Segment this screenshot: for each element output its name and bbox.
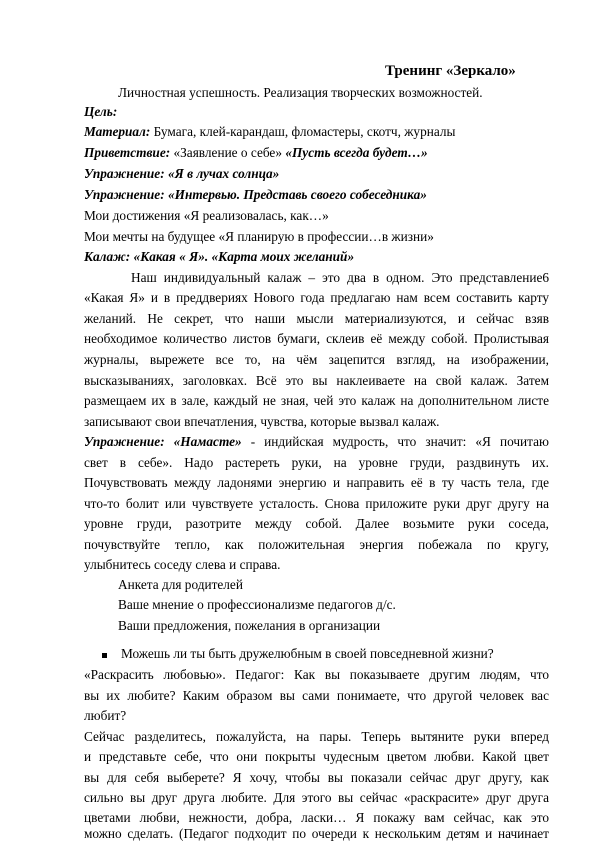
paint-paragraph-line: вы их любите? Каким образом вы сами понимаете, что другой человек вас (84, 688, 549, 703)
namaste-paragraph-line: почувствуйте тепло, как положительная энергия побежала по кругу, (84, 537, 549, 552)
collage-paragraph-line: желаний. Не секрет, что наши мысли материализуются, и сейчас взяв (84, 311, 549, 326)
namaste-line (84, 434, 549, 450)
collage-paragraph-line: высказываниях, заголовках. Всё это вы наклеиваете на свой калаж. Затем (84, 373, 549, 388)
collage-paragraph-line: необходимое количество листов бумаги, склеив её между собой. Пролистывая (84, 331, 549, 346)
namaste-text: - индийская мудрость, что значит: «Я почитаю (241, 434, 549, 449)
subtitle: Личностная успешность. Реализация творческих возможностей. (118, 85, 483, 100)
pairs-paragraph-line: можно сделать. (Педагог подходит по очереди к нескольким детям и начинает (84, 826, 549, 841)
greeting-tail: «Пусть всегда будет…» (285, 145, 428, 160)
namaste-paragraph-line: что-то болит или чувствуете усталость. Снова приложите руки друг другу на (84, 496, 549, 511)
pairs-paragraph-line: и представьте себе, что они покрыты чудесным цветом любви. Какой цвет (84, 749, 549, 764)
namaste-paragraph-line: свет в себе». Надо растереть руки, на уровне груди, раздвинуть их. (84, 455, 549, 470)
collage-paragraph-line: журналы, вырежете все то, на чём зацепится взгляд, на изображении, (84, 352, 549, 367)
bullet-icon (102, 653, 107, 658)
pairs-paragraph-line: сильно вы друг друга любите. Для этого вы сейчас «раскрасите» друг друга (84, 790, 549, 805)
dreams-line: Мои мечты на будущее «Я планирую в профессии…в жизни» (84, 229, 434, 244)
namaste-label: Упражнение: «Намасте» (84, 434, 242, 449)
survey-title: Анкета для родителей (118, 577, 243, 592)
bullet-question: Можешь ли ты быть дружелюбным в своей повседневной жизни? (121, 646, 494, 661)
collage-paragraph-line: Наш индивидуальный калаж – это два в одном. Это представление6 (131, 270, 549, 285)
greeting-line (84, 145, 428, 161)
collage-paragraph-line: «Какая Я» и в преддвериях Нового года предлагаю нам всем составить карту (84, 290, 549, 305)
namaste-paragraph-line: Почувствовать между ладонями энергию и направить её в ту часть тела, где (84, 475, 549, 490)
collage-paragraph-line: размещаем их в зале, каждый не зная, чей это калаж на дополнительном листе (84, 393, 549, 408)
namaste-paragraph-line: уровне груди, разотрите между собой. Далее возьмите руки соседа, (84, 516, 549, 531)
greeting-text: «Заявление о себе» (170, 145, 286, 160)
exercise-interview-label: Упражнение: «Интервью. Представь своего собеседника» (84, 187, 427, 202)
collage-paragraph-line: записывают свои впечатления, чувства, которые вызвал калаж. (84, 414, 440, 429)
paint-paragraph-line: «Раскрасить любовью». Педагог: Как вы показываете другим людям, что (84, 667, 549, 682)
exercise-sun-label: Упражнение: «Я в лучах солнца» (84, 166, 280, 181)
pairs-paragraph-line: Сейчас разделитесь, пожалуйста, на пары. Теперь вытяните руки вперед (84, 729, 549, 744)
pairs-paragraph-line: цветами любви, нежности, добра, ласки… Я покажу вам сейчас, как это (84, 810, 549, 825)
goal-label: Цель: (84, 104, 118, 119)
paint-paragraph-line: любит? (84, 708, 127, 723)
greeting-label: Приветствие: (84, 145, 171, 160)
achievements-line: Мои достижения «Я реализовалась, как…» (84, 208, 329, 223)
survey-item: Ваши предложения, пожелания в организации (118, 618, 381, 633)
pairs-paragraph-line: вы для себя выберете? Я хочу, чтобы вы показали сейчас друг другу, как (84, 770, 549, 785)
survey-item: Ваше мнение о профессионализме педагогов д/с. (118, 597, 396, 612)
material-label: Материал: (84, 124, 151, 139)
namaste-paragraph-line: улыбнитесь соседу слева и справа. (84, 557, 281, 572)
material-line (84, 124, 455, 140)
collage-label: Калаж: «Какая « Я». «Карта моих желаний» (84, 249, 355, 264)
material-text: Бумага, клей-карандаш, фломастеры, скотч, журналы (150, 124, 456, 139)
page-title: Тренинг «Зеркало» (385, 63, 516, 79)
